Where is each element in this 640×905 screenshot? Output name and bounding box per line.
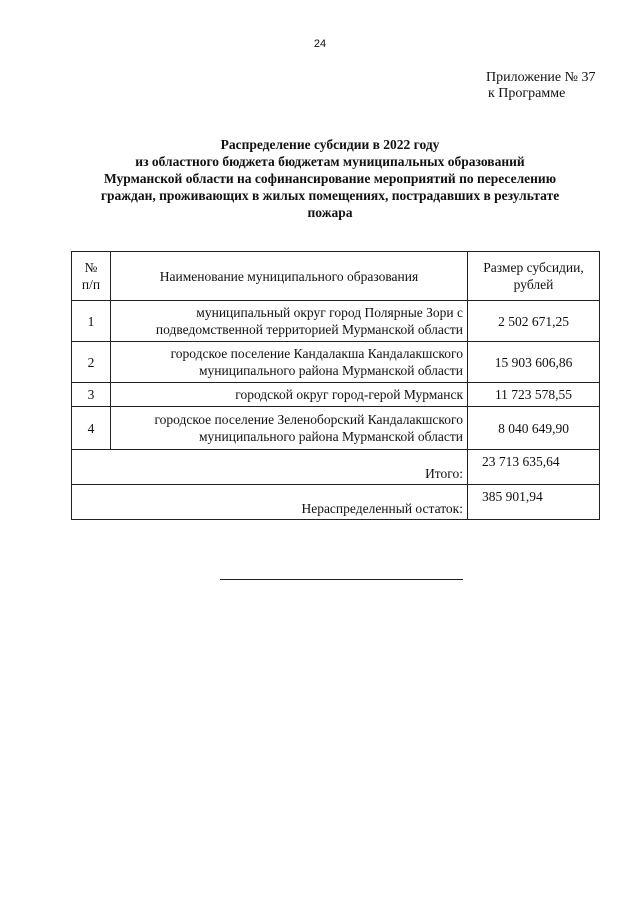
remainder-amount: 385 901,94 [468, 485, 600, 520]
table-row [72, 383, 600, 407]
row-number: 1 [72, 301, 111, 342]
total-label: Итого: [72, 450, 468, 485]
header-amount [468, 252, 600, 301]
row-number: 2 [72, 342, 111, 383]
title-line-5: пожара [307, 205, 353, 220]
row-municipality-line-2: муниципального района Мурманской области [198, 429, 463, 444]
appendix-reference [486, 70, 596, 102]
document-title [60, 136, 600, 221]
header-number-symbol: № [84, 260, 98, 275]
total-amount: 23 713 635,64 [468, 450, 600, 485]
header-number [72, 252, 111, 301]
table-row [72, 301, 600, 342]
row-number: 4 [72, 407, 111, 450]
remainder-row [72, 485, 600, 520]
page-number: 24 [313, 38, 327, 50]
row-municipality-line-1: муниципальный округ город Полярные Зори с [196, 305, 463, 320]
row-amount: 11 723 578,55 [468, 383, 600, 407]
title-line-1: Распределение субсидии в 2022 году [220, 137, 440, 152]
table-header-row [72, 252, 600, 301]
row-number: 3 [72, 383, 111, 407]
subsidy-table [71, 251, 600, 520]
title-line-2: из областного бюджета бюджетам муниципальных образований [135, 154, 525, 169]
row-amount: 8 040 649,90 [468, 407, 600, 450]
row-amount: 15 903 606,86 [468, 342, 600, 383]
title-line-4: граждан, проживающих в жилых помещениях, пострадавших в результате [100, 188, 560, 203]
row-municipality-line-1: городской округ город-герой Мурманск [235, 387, 463, 402]
appendix-program: к Программе [488, 86, 566, 101]
header-name: Наименование муниципального образования [111, 252, 468, 301]
table-row [72, 407, 600, 450]
row-municipality-line-2: муниципального района Мурманской области [198, 363, 463, 378]
row-municipality [111, 407, 468, 450]
row-municipality [111, 383, 468, 407]
appendix-number: Приложение № 37 [486, 70, 596, 85]
header-amount-line-2: рублей [513, 277, 554, 292]
row-amount: 2 502 671,25 [468, 301, 600, 342]
closing-rule [220, 579, 463, 580]
row-municipality-line-2: подведомственной территорией Мурманской области [155, 322, 463, 337]
header-number-abbr: п/п [81, 277, 101, 292]
title-line-3: Мурманской области на софинансирование мероприятий по переселению [103, 171, 557, 186]
table-row [72, 342, 600, 383]
header-amount-line-1: Размер субсидии, [483, 260, 584, 275]
remainder-label: Нераспределенный остаток: [72, 485, 468, 520]
row-municipality [111, 342, 468, 383]
row-municipality [111, 301, 468, 342]
row-municipality-line-1: городское поселение Кандалакша Кандалакшского [170, 346, 463, 361]
total-row [72, 450, 600, 485]
row-municipality-line-1: городское поселение Зеленоборский Кандалакшского [154, 412, 463, 427]
